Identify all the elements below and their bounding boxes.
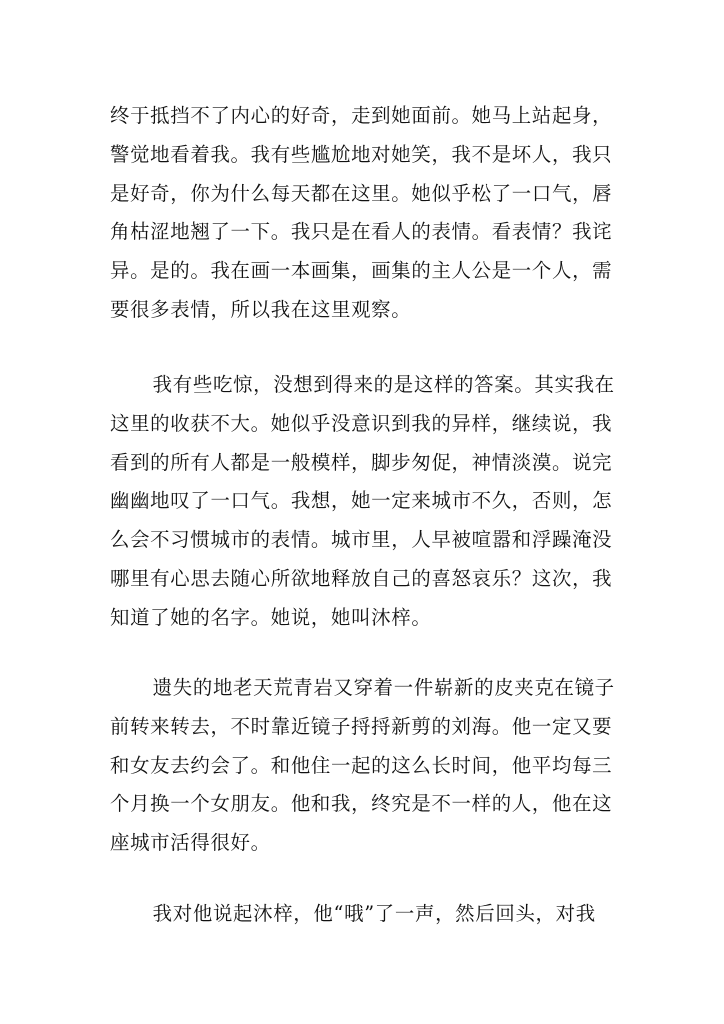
paragraph-line: 个月换一个女朋友。他和我，终究是不一样的人，他在这 — [110, 792, 613, 816]
paragraph-3 — [110, 669, 615, 863]
paragraph-line: 是好奇，你为什么每天都在这里。她似乎松了一口气，唇 — [110, 181, 613, 205]
paragraph-line: 异。是的。我在画一本画集，画集的主人公是一个人，需 — [110, 259, 613, 283]
paragraph-line: 幽幽地叹了一口气。我想，她一定来城市不久，否则，怎 — [110, 489, 613, 513]
paragraph-2 — [110, 366, 615, 638]
paragraph-line: 和女友去约会了。和他住一起的这么长时间，他平均每三 — [110, 753, 613, 777]
paragraph-line: 要很多表情，所以我在这里观察。 — [110, 297, 412, 321]
paragraph-first-line: 我有些吃惊，没想到得来的是这样的答案。其实我在 — [152, 373, 615, 396]
paragraph-line: 终于抵挡不了内心的好奇，走到她面前。她马上站起身， — [110, 104, 613, 127]
paragraph-line: 这里的收获不大。她似乎没意识到我的异样，继续说，我 — [110, 411, 613, 435]
paragraph-line: 么会不习惯城市的表情。城市里，人早被喧嚣和浮躁淹没 — [110, 528, 613, 552]
paragraph-line: 看到的所有人都是一般模样，脚步匆促，神情淡漠。说完 — [110, 450, 613, 474]
paragraph-line: 知道了她的名字。她说，她叫沐梓。 — [110, 605, 432, 629]
paragraph-line: 角枯涩地翘了一下。我只是在看人的表情。看表情？我诧 — [110, 220, 613, 244]
paragraph-line: 座城市活得很好。 — [110, 831, 271, 855]
paragraph-line: 哪里有心思去随心所欲地释放自己的喜怒哀乐？这次，我 — [110, 566, 613, 590]
paragraph-first-line: 我对他说起沐梓，他“哦”了一声，然后回头，对我 — [152, 902, 596, 925]
paragraph-first-line: 遗失的地老天荒青岩又穿着一件崭新的皮夹克在镜子 — [152, 676, 615, 699]
paragraph-1 — [110, 97, 615, 330]
paragraph-line: 警觉地看着我。我有些尴尬地对她笑，我不是坏人，我只 — [110, 142, 613, 166]
paragraph-4 — [110, 895, 615, 934]
paragraph-line: 前转来转去，不时靠近镜子捋捋新剪的刘海。他一定又要 — [110, 714, 613, 738]
